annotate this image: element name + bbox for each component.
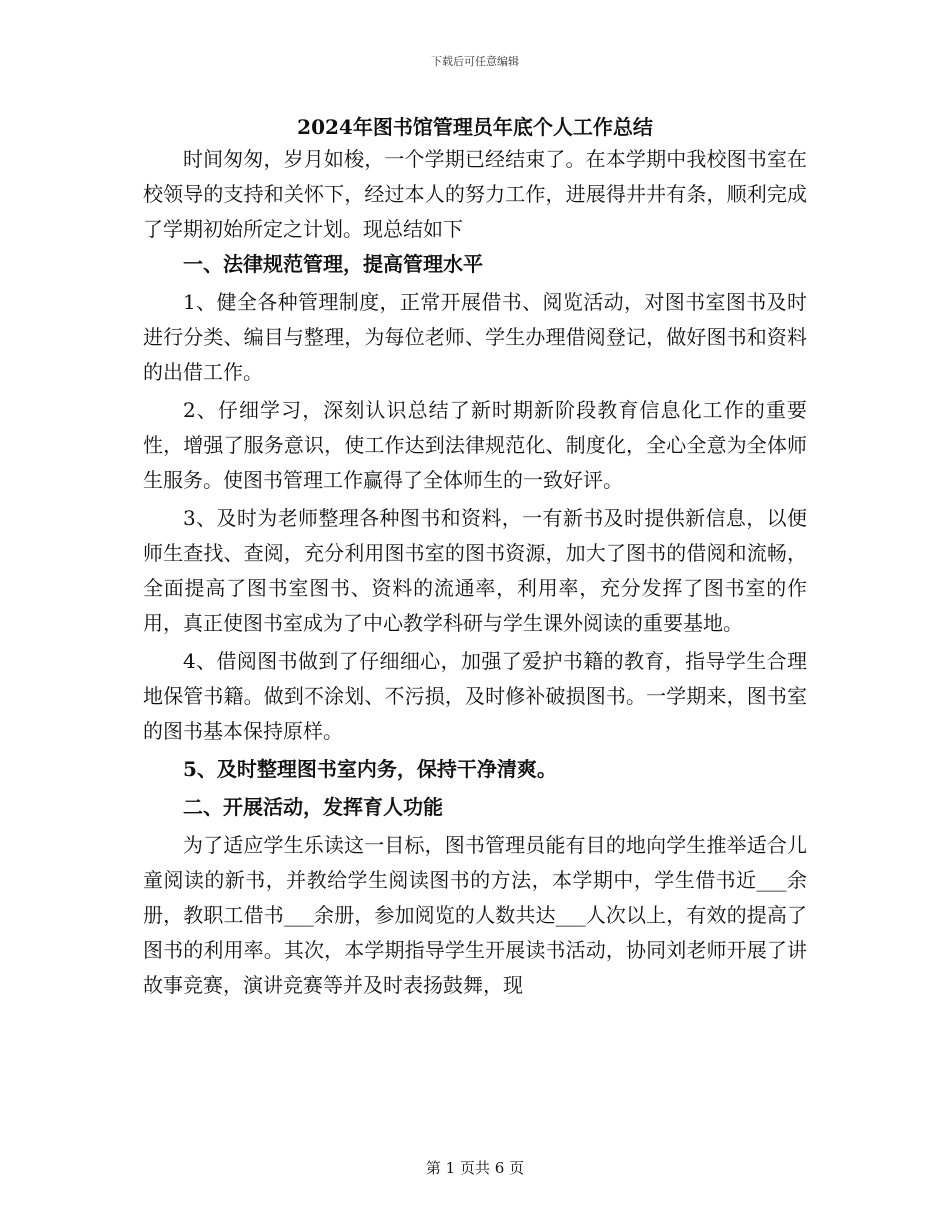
page-number: 第 1 页共 6 页 — [425, 1159, 525, 1177]
paragraph-item-5: 5、及时整理图书室内务，保持干净清爽。 — [183, 757, 557, 781]
paragraph-activities: 为了适应学生乐读这一目标，图书管理员能有目的地向学生推举适合儿童阅读的新书，并教给学生阅读图书的方法，本学期中，学生借书近___余册，教职工借书___余册，参加阅览的人数共达___人次以上，有效的提高了图书的利用率。其次，本学期指导学生开展读书活动，协同刘老师开展了讲故事竞赛，演讲竞赛等并及时表扬鼓舞，现 — [143, 833, 807, 997]
document-body — [143, 112, 807, 1003]
paragraph-item-4: 4、借阅图书做到了仔细细心，加强了爱护书籍的教育，指导学生合理地保管书籍。做到不涂划、不污损，及时修补破损图书。一学期来，图书室的图书基本保持原样。 — [143, 649, 807, 743]
paragraph-item-1: 1、健全各种管理制度，正常开展借书、阅览活动，对图书室图书及时进行分类、编目与整理，为每位老师、学生办理借阅登记，做好图书和资料的出借工作。 — [143, 290, 807, 384]
paragraph-item-2: 2、仔细学习，深刻认识总结了新时期新阶段教育信息化工作的重要性，增强了服务意识，使工作达到法律规范化、制度化，全心全意为全体师生服务。使图书管理工作赢得了全体师生的一致好评。 — [143, 398, 807, 492]
section-heading-1: 一、法律规范管理，提高管理水平 — [183, 252, 483, 276]
paragraph-item-3: 3、及时为老师整理各种图书和资料，一有新书及时提供新信息，以便师生查找、查阅，充分利用图书室的图书资源，加大了图书的借阅和流畅，全面提高了图书室图书、资料的流通率，利用率，充分发挥了图书室的作用，真正使图书室成为了中心教学科研与学生课外阅读的重要基地。 — [143, 506, 807, 635]
section-heading-2: 二、开展活动，发挥育人功能 — [183, 795, 443, 819]
page-header-note: 下载后可任意编辑 — [431, 55, 519, 68]
paragraph-intro: 时间匆匆，岁月如梭，一个学期已经结束了。在本学期中我校图书室在校领导的支持和关怀下，经过本人的努力工作，进展得井井有条，顺利完成了学期初始所定之计划。现总结如下 — [143, 147, 807, 241]
document-title: 2024年图书馆管理员年底个人工作总结 — [297, 115, 653, 139]
